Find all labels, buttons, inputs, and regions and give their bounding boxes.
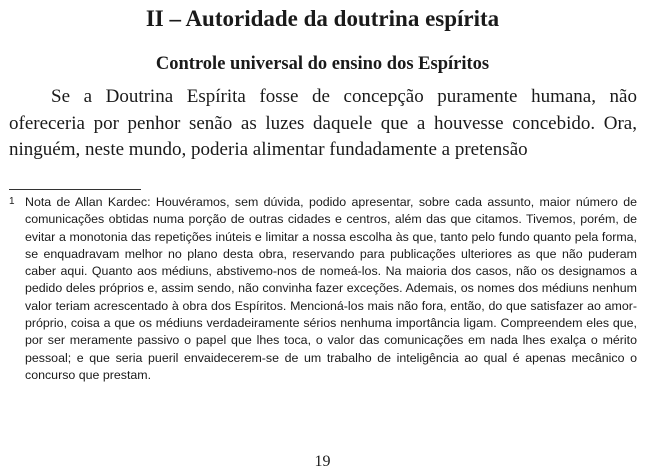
- page-number: 19: [314, 453, 331, 470]
- footnote-divider: [9, 189, 141, 190]
- footnote-marker: 1: [9, 196, 15, 207]
- chapter-title: II – Autoridade da doutrina espírita: [145, 6, 500, 31]
- body-paragraph: Se a Doutrina Espírita fosse de concepção puramente humana, não ofereceria por penhor senão as luzes daquele que a houvesse concebido. Ora, ninguém, neste mundo, poderia alimentar fundadamente a pretensão: [9, 86, 637, 160]
- section-title: Controle universal do ensino dos Espíritos: [155, 54, 490, 74]
- footnote: [9, 194, 637, 384]
- footnote-text: Nota de Allan Kardec: Houvéramos, sem dúvida, podido apresentar, sobre cada assunto, maior número de comunicações obtidas numa porção de outras cidades e centros, além das que citamos. Tivemos, porém, de evitar a monotonia das repetições inúteis e limitar a nossa escolha às que, tanto pelo fundo quanto pela forma, se enquadravam melhor no plano desta obra, reservando para publicações ulteriores as que não puderam caber aqui. Quanto aos médiuns, abstivemo-nos de nomeá-los. Na maioria dos casos, não os designamos a pedido deles próprios e, assim sendo, não convinha fazer exceções. Ademais, os nomes dos médiuns nenhum valor teriam acrescentado à obra dos Espíritos. Mencioná-los mais não fora, então, do que satisfazer ao amor-próprio, coisa a que os médiuns verdadeiramente sérios nenhuma importância ligam. Compreendem eles que, por ser meramente passivo o papel que lhes toca, o valor das comunicações em nada lhes exalça o mérito pessoal; e que seria pueril envaidecerem-se de um trabalho de inteligência ao qual é apenas mecânico o concurso que prestam.: [25, 195, 637, 382]
